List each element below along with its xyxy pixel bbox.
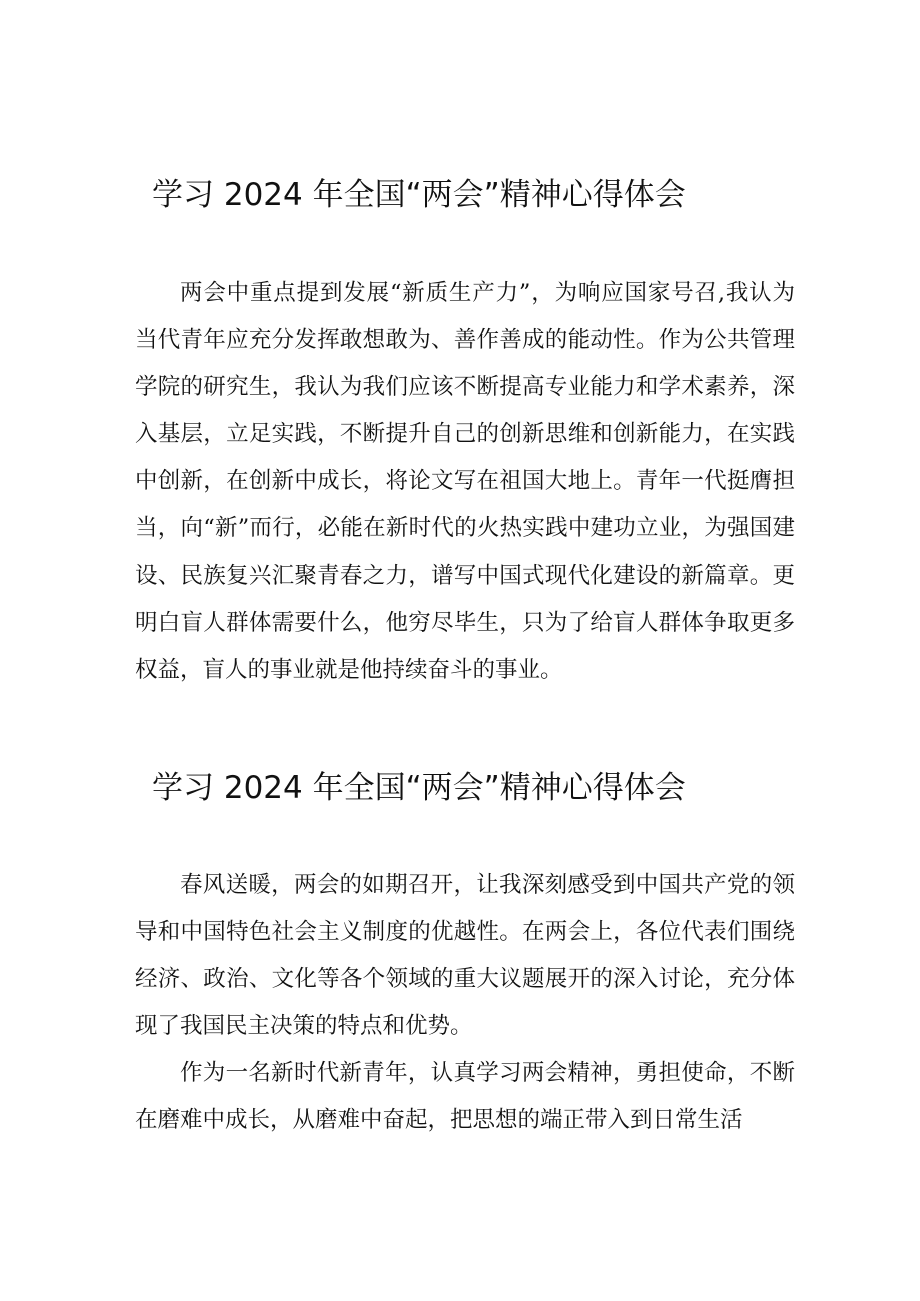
section-1-paragraph-1: 两会中重点提到发展“新质生产力”，为响应国家号召,我认为当代青年应充分发挥敢想敢为、善作善成的能动性。作为公共管理学院的研究生，我认为我们应该不断提高专业能力和学术素养，深入基层，立足实践，不断提升自己的创新思维和创新能力，在实践中创新，在创新中成长，将论文写在祖国大地上。青年一代挺膺担当，向“新”而行，必能在新时代的火热实践中建功立业，为强国建设、民族复兴汇聚青春之力，谱写中国式现代化建设的新篇章。更明白盲人群体需要什么，他穷尽毕生，只为了给盲人群体争取更多权益，盲人的事业就是他持续奋斗的事业。 [135, 280, 795, 683]
section-1-title: 学习 2024 年全国“两会”精神心得体会 [152, 177, 686, 213]
section-2-title: 学习 2024 年全国“两会”精神心得体会 [152, 770, 686, 806]
section-1-body [135, 270, 795, 694]
section-2-body [135, 862, 795, 1145]
section-2-paragraph-2: 作为一名新时代新青年，认真学习两会精神，勇担使命，不断在磨难中成长，从磨难中奋起，把思想的端正带入到日常生活 [135, 1060, 795, 1134]
section-2-paragraph-1: 春风送暖，两会的如期召开，让我深刻感受到中国共产党的领导和中国特色社会主义制度的优越性。在两会上，各位代表们围绕经济、政治、文化等各个领域的重大议题展开的深入讨论，充分体现了我国民主决策的特点和优势。 [135, 872, 795, 1040]
